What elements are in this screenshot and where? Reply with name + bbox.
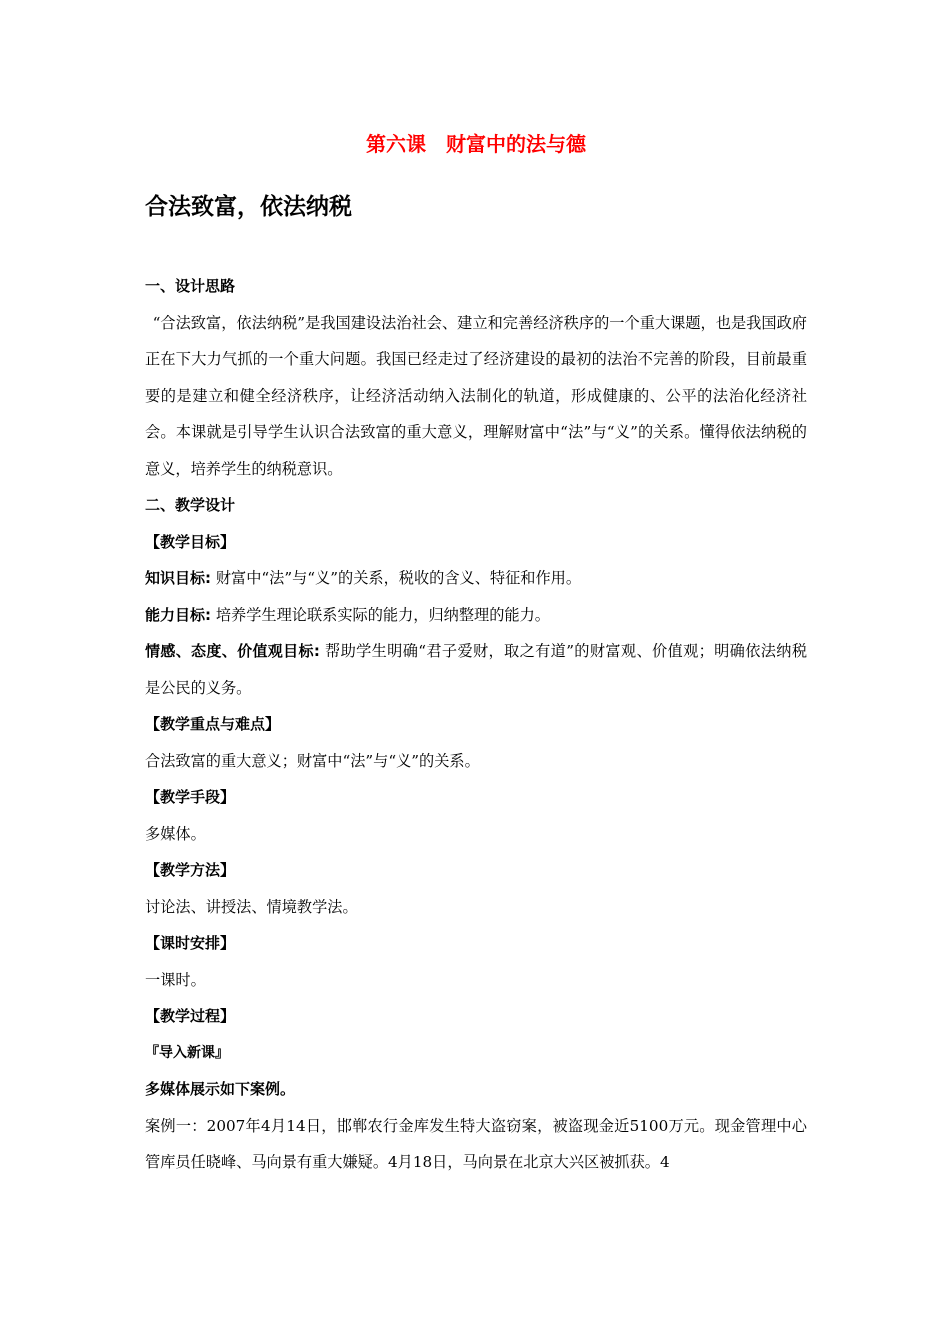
intro-text: 多媒体展示如下案例。: [145, 1080, 296, 1098]
emotion-goal-label: 情感、态度、价值观目标:: [145, 642, 320, 660]
ability-goal: [145, 597, 807, 634]
case-one-paragraph: 案例一：2007年4月14日，邯郸农行金库发生特大盗窃案，被盗现金近5100万元。现金管理中心管库员任晓峰、马向景有重大嫌疑。4月18日，马向景在北京大兴区被抓获。4: [145, 1116, 807, 1171]
keypoints-text: 合法致富的重大意义；财富中“法”与“义”的关系。: [145, 751, 480, 770]
methods-text: 讨论法、讲授法、情境教学法。: [145, 897, 358, 916]
intro-heading: 『导入新课』: [145, 1044, 229, 1061]
ability-goal-label: 能力目标:: [145, 605, 211, 624]
emotion-goal: [145, 633, 807, 706]
lesson-title: 第六课 财富中的法与德: [366, 132, 586, 156]
means-text: 多媒体。: [145, 824, 206, 843]
means-heading: 【教学手段】: [145, 788, 236, 806]
section-heading-design-idea: 一、设计思路: [145, 277, 236, 295]
knowledge-goal: [145, 560, 807, 597]
schedule-heading: 【课时安排】: [145, 934, 236, 952]
keypoints-heading: 【教学重点与难点】: [145, 715, 281, 733]
process-heading: 【教学过程】: [145, 1007, 236, 1025]
emotion-goal-text: 帮助学生明确“君子爱财，取之有道”的财富观、价值观；明确依法纳税是公民的义务。: [145, 642, 808, 697]
schedule-text: 一课时。: [145, 970, 206, 989]
goals-heading: 【教学目标】: [145, 532, 236, 551]
ability-goal-text: 培养学生理论联系实际的能力，归纳整理的能力。: [215, 605, 550, 624]
section-heading-teaching-design: 二、教学设计: [145, 496, 236, 514]
knowledge-goal-label: 知识目标:: [145, 569, 211, 587]
lesson-subtitle: 合法致富，依法纳税: [145, 194, 352, 220]
design-idea-paragraph: “合法致富，依法纳税”是我国建设法治社会、建立和完善经济秩序的一个重大课题，也是我国政府正在下大力气抓的一个重大问题。我国已经走过了经济建设的最初的法治不完善的阶段，目前最重要的是建立和健全经济秩序，让经济活动纳入法制化的轨道，形成健康的、公平的法治化经济社会。本课就是引导学生认识合法致富的重大意义，理解财富中“法”与“义”的关系。懂得依法纳税的意义，培养学生的纳税意识。: [145, 313, 807, 478]
methods-heading: 【教学方法】: [145, 861, 236, 879]
document-body: [145, 268, 807, 1181]
knowledge-goal-text: 财富中“法”与“义”的关系，税收的含义、特征和作用。: [215, 569, 582, 587]
